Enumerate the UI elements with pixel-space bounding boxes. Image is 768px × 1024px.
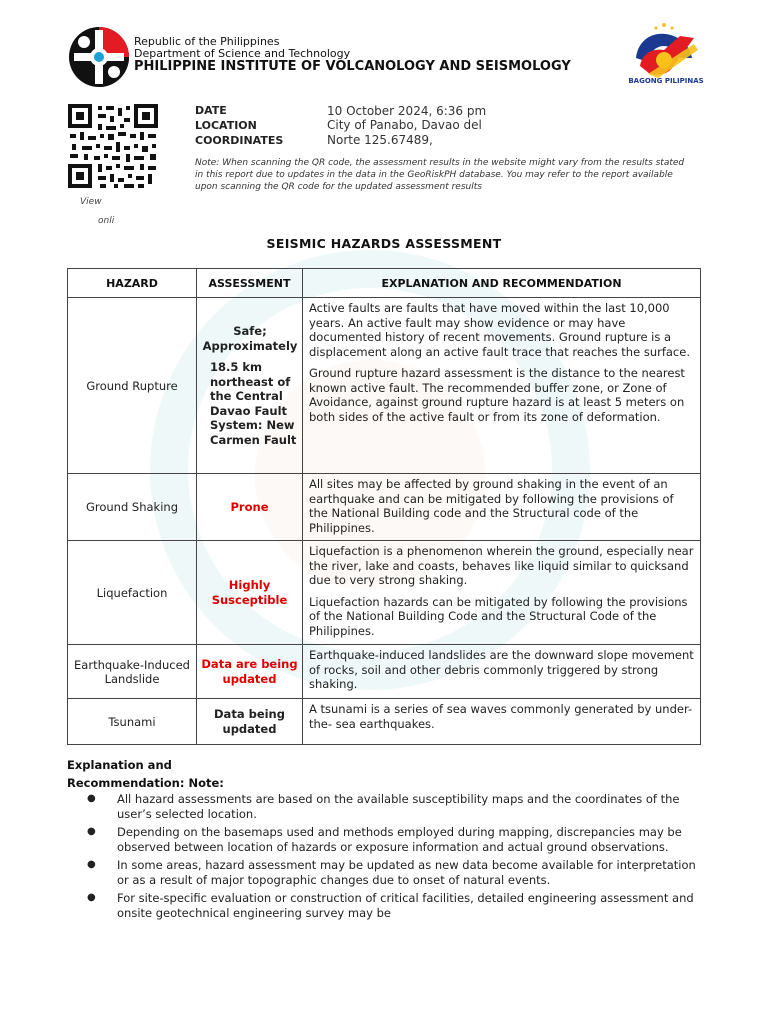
view-online-text-1: View <box>80 197 102 207</box>
note-text: All hazard assessments are based on the available susceptibility maps and the coordinates of the user’s selected location. <box>117 792 680 821</box>
bullet-icon: ● <box>87 793 96 804</box>
assessment-status: Safe; Approximately <box>202 324 298 353</box>
view-online-text-2: onli <box>98 216 115 226</box>
table-row-landslide <box>68 645 701 699</box>
hazard-cell: Ground Rupture <box>68 298 197 474</box>
hazard-cell: Ground Shaking <box>68 474 197 541</box>
coordinates-value: Norte 125.67489, <box>327 133 433 147</box>
page-title: SEISMIC HAZARDS ASSESSMENT <box>266 236 502 251</box>
location-value: City of Panabo, Davao del <box>327 118 482 132</box>
explanation-paragraph: Ground rupture hazard assessment is the distance to the nearest known active fault. The recommended buffer zone, or Zone of Avoidance, against ground rupture hazard is at least 5 meters on both sides of the active fault or from its zone of deformation. <box>309 366 685 424</box>
note-text: Depending on the basemaps used and methods employed during mapping, discrepancies may be observed between location of hazards or exposure information and actual ground observations. <box>117 825 682 854</box>
assessment-cell: Highly Susceptible <box>197 541 303 645</box>
qr-note: Note: When scanning the QR code, the assessment results in the website might vary from the results stated in this report due to updates in the data in the GeoRiskPH database. You may refer to the report available upon scanning the QR code for the updated assessment results <box>195 158 685 192</box>
list-item <box>67 792 697 821</box>
explanation-heading-line-1: Explanation and <box>67 758 172 772</box>
qr-code[interactable] <box>68 104 158 188</box>
explanation-cell <box>303 298 701 474</box>
explanation-heading-line-2: Recommendation: Note: <box>67 776 224 790</box>
header-department: Department of Science and Technology <box>134 47 351 60</box>
list-item <box>67 825 697 854</box>
explanation-paragraph: Liquefaction is a phenomenon wherein the ground, especially near the river, lake and coasts, behaves like liquid similar to quicksand due to very strong shaking. <box>309 544 694 587</box>
header-institute: PHILIPPINE INSTITUTE OF VOLCANOLOGY AND SEISMOLOGY <box>134 59 571 74</box>
explanation-heading <box>67 756 224 792</box>
note-text: In some areas, hazard assessment may be updated as new data become available for interpretation or as a result of major topographic changes due to onset of natural events. <box>117 858 696 887</box>
notes-list <box>67 792 697 924</box>
table-row-tsunami <box>68 699 701 745</box>
column-header-assessment: ASSESSMENT <box>197 269 303 298</box>
assessment-cell: Data being updated <box>197 699 303 745</box>
header-republic: Republic of the Philippines <box>134 35 280 48</box>
phivolcs-logo <box>68 26 130 88</box>
explanation-cell <box>303 541 701 645</box>
assessment-cell: Data are being updated <box>197 645 303 699</box>
explanation-paragraph: Earthquake-induced landslides are the downward slope movement of rocks, soil and other debris commonly triggered by strong shaking. <box>309 648 694 691</box>
hazard-cell: Earthquake-Induced Landslide <box>68 645 197 699</box>
hazard-cell: Tsunami <box>68 699 197 745</box>
list-item <box>67 891 697 920</box>
explanation-paragraph: A tsunami is a series of sea waves commonly generated by under-the- sea earthquakes. <box>309 702 693 731</box>
assessment-cell <box>197 298 303 474</box>
hazard-cell: Liquefaction <box>68 541 197 645</box>
explanation-paragraph: Liquefaction hazards can be mitigated by following the provisions of the National Building Code and the Structural Code of the Philippines. <box>309 594 688 638</box>
bullet-icon: ● <box>87 826 96 837</box>
column-header-explanation: EXPLANATION AND RECOMMENDATION <box>303 269 701 298</box>
assessment-cell: Prone <box>197 474 303 541</box>
date-value: 10 October 2024, 6:36 pm <box>327 104 487 118</box>
explanation-cell <box>303 645 701 699</box>
explanation-cell <box>303 699 701 745</box>
explanation-paragraph: All sites may be affected by ground shaking in the event of an earthquake and can be mitigated by following the provisions of the National Building code and the Structural code of the Philippines. <box>309 477 674 535</box>
table-row-ground-rupture <box>68 298 701 474</box>
list-item <box>67 858 697 887</box>
explanation-paragraph: Active faults are faults that have moved within the last 10,000 years. An active fault may show evidence or may have documented history of recent movements. Ground rupture is a displacement along an active fault trace that reaches the surface. <box>309 301 690 359</box>
table-header-row <box>68 269 701 298</box>
location-label: LOCATION <box>195 119 257 132</box>
bullet-icon: ● <box>87 859 96 870</box>
table-row-liquefaction <box>68 541 701 645</box>
bullet-icon: ● <box>87 892 96 903</box>
bagong-pilipinas-label: BAGONG PILIPINAS <box>628 77 704 85</box>
note-text: For site-specific evaluation or construction of critical facilities, detailed engineering assessment and onsite geotechnical engineering survey may be <box>117 891 694 920</box>
explanation-cell <box>303 474 701 541</box>
assessment-detail: 18.5 km northeast of the Central Davao Fault System: New Carmen Fault <box>210 360 297 447</box>
coordinates-label: COORDINATES <box>195 134 284 147</box>
date-label: DATE <box>195 104 227 117</box>
hazards-table <box>67 268 701 745</box>
table-row-ground-shaking <box>68 474 701 541</box>
column-header-hazard: HAZARD <box>68 269 197 298</box>
